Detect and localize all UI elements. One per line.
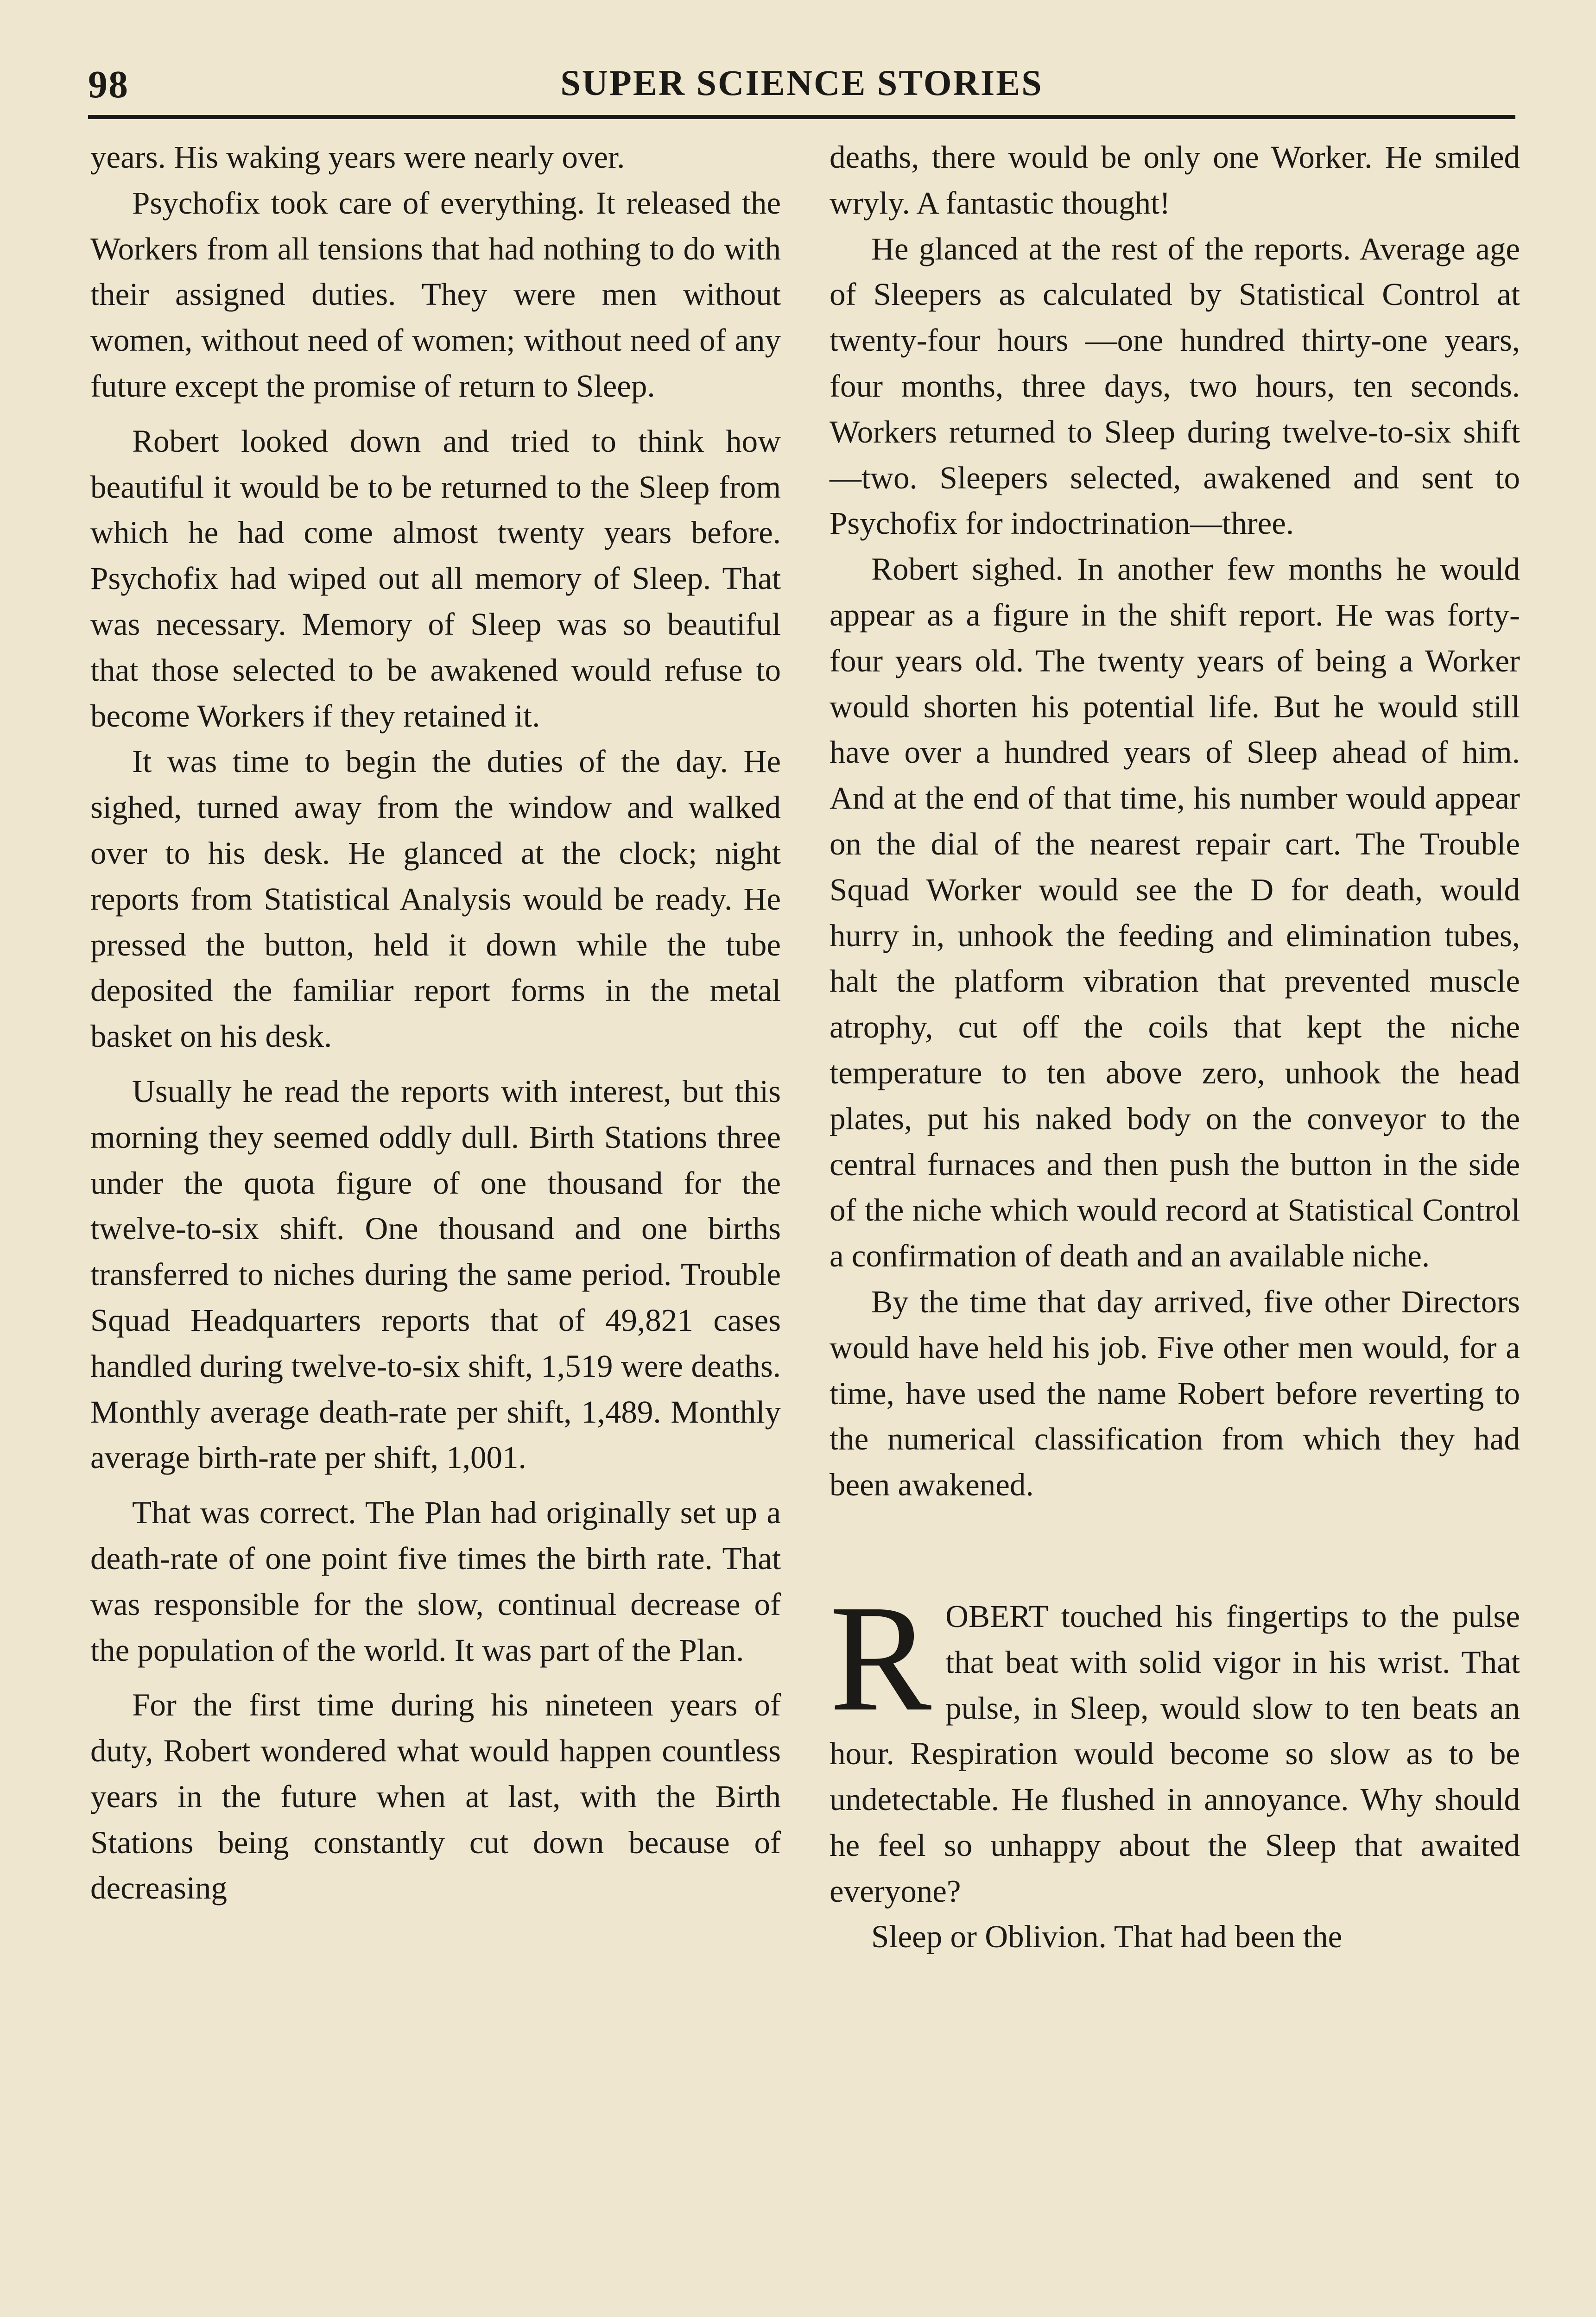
paragraph: years. His waking years were nearly over. [90,139,625,175]
right-column [830,134,1520,1960]
paragraph: He glanced at the rest of the reports. Average age of Sleepers as calculated by Statistical Control at twenty-four hours —one hundred thirty-one years, four months, three days, two hours, ten seconds. Workers returned to Sleep during twelve-to-six shift—two. Sleepers selected, awakened and sent to Psychofix for indoctrination—three. [830,231,1520,541]
paragraph: Robert looked down and tried to think how beautiful it would be to be returned to the Sleep from which he had come almost twenty years before. Psychofix had wiped out all memory of Sleep. That was necessary. Memory of Sleep was so beautiful that those selected to be awakened would refuse to become Workers if they retained it. [90,423,781,734]
paragraph: deaths, there would be only one Worker. He smiled wryly. A fantastic thought! [830,139,1520,221]
paragraph: By the time that day arrived, five other Directors would have held his job. Five other men would, for a time, have used the name Robert before reverting to the numerical classification from which they had been awakened. [830,1284,1520,1503]
paragraph: It was time to begin the duties of the day. He sighed, turned away from the window and walked over to his desk. He glanced at the clock; night reports from Statistical Analysis would be ready. He pressed the button, held it down while the tube deposited the familiar report forms in the metal basket on his desk. [90,744,781,1054]
paragraph: Usually he read the reports with interest, but this morning they seemed oddly dull. Birth Stations three under the quota figure of one thousand for the twelve-to-six shift. One thousand and one births transferred to niches during the same period. Trouble Squad Headquarters reports that of 49,821 cases handled during twelve-to-six shift, 1,519 were deaths. Monthly average death-rate per shift, 1,489. Monthly average birth-rate per shift, 1,001. [90,1073,781,1475]
header-rule [88,115,1515,119]
paragraph: Robert sighed. In another few months he would appear as a figure in the shift report. He was forty-four years old. The twenty years of being a Worker would shorten his potential life. But he would still have over a hundred years of Sleep ahead of him. And at the end of that time, his number would appear on the dial of the nearest repair cart. The Trouble Squad Worker would see the D for death, would hurry in, unhook the feeding and elimination tubes, halt the platform vibration that prevented muscle atrophy, cut off the coils that kept the niche temperature to ten above zero, unhook the head plates, put his naked body on the conveyor to the central furnaces and then push the button in the side of the niche which would record at Statistical Control a confirmation of death and an available niche. [830,551,1520,1274]
section-opening-paragraph [830,1573,1520,1914]
left-column [90,134,781,1911]
paragraph: That was correct. The Plan had originally set up a death-rate of one point five times the birth rate. That was responsible for the slow, continual decrease of the population of the world. It was part of the Plan. [90,1495,781,1668]
section-opening-text: OBERT touched his fingertips to the pulse that beat with solid vigor in his wrist. That pulse, in Sleep, would slow to ten beats an hour. Respiration would become so slow as to be undetectable. He flushed in annoyance. Why should he feel so unhappy about the Sleep that awaited everyone? [830,1598,1520,1909]
paragraph: Sleep or Oblivion. That had been the [871,1919,1343,1955]
paragraph: For the first time during his nineteen years of duty, Robert wondered what would happen countless years in the future when at last, with the Birth Stations being constantly cut down because of decreasing [90,1687,781,1906]
paragraph: Psychofix took care of everything. It released the Workers from all tensions that had nothing to do with their assigned duties. They were men without women, without need of women; without need of any future except the promise of return to Sleep. [90,185,781,404]
drop-cap: R [830,1573,932,1743]
running-title: SUPER SCIENCE STORIES [560,63,1043,103]
page-number: 98 [88,63,129,106]
page-header [88,56,1515,125]
